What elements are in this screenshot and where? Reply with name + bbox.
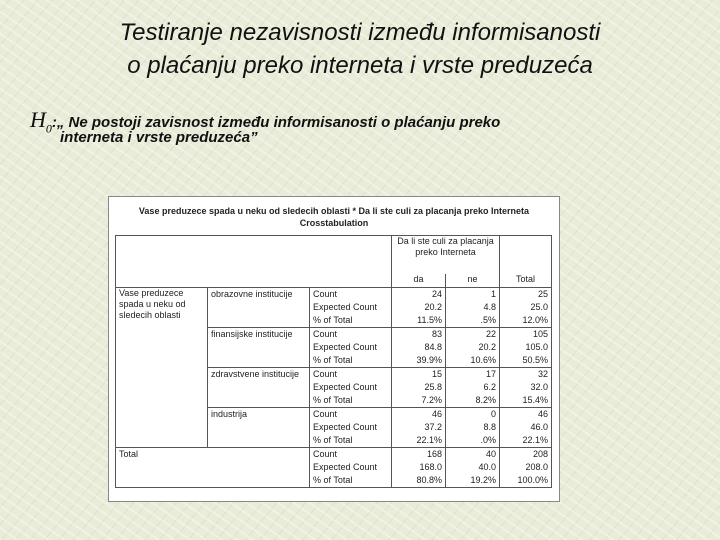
cell-ne: 19.2% [446,474,500,488]
stat-label: Expected Count [310,421,392,434]
total-row-label: Total [116,448,310,488]
stat-label: % of Total [310,314,392,328]
h0-symbol: $H_0$ [30,107,52,136]
col-total-header: Total [500,274,552,288]
stat-label: Count [310,368,392,382]
cell-total: 105.0 [500,341,552,354]
cell-ne: 17 [446,368,500,382]
stat-label: % of Total [310,354,392,368]
slide-title [0,16,720,82]
cell-da: 20.2 [392,301,446,314]
crosstab-title [109,205,559,229]
cell-da: 80.8% [392,474,446,488]
cell-total: 50.5% [500,354,552,368]
crosstab-table [115,235,552,488]
group-label: obrazovne institucije [208,288,310,328]
stat-label: Expected Count [310,381,392,394]
stat-label: Count [310,328,392,342]
cell-total: 46 [500,408,552,422]
stat-label: % of Total [310,394,392,408]
slide-title-line2: o plaćanju preko interneta i vrste preduzeća [127,52,593,79]
col-group-header: Da li ste culi za placanja preko Interneta [392,236,500,275]
stat-label: % of Total [310,434,392,448]
cell-ne: 22 [446,328,500,342]
cell-ne: 0 [446,408,500,422]
stat-label: Expected Count [310,341,392,354]
cell-ne: 8.8 [446,421,500,434]
cell-ne: 20.2 [446,341,500,354]
crosstab-title-line2: Crosstabulation [299,218,369,228]
group-label: finansijske institucije [208,328,310,368]
cell-da: 22.1% [392,434,446,448]
cell-ne: 10.6% [446,354,500,368]
stat-label: Expected Count [310,301,392,314]
group-label: zdravstvene institucije [208,368,310,408]
cell-ne: 40.0 [446,461,500,474]
cell-da: 15 [392,368,446,382]
col-da-header: da [392,274,446,288]
col-ne-header: ne [446,274,500,288]
cell-total: 208 [500,448,552,462]
cell-ne: 1 [446,288,500,302]
group-label: industrija [208,408,310,448]
header-corner [116,236,392,288]
cell-ne: 4.8 [446,301,500,314]
stat-label: Count [310,408,392,422]
cell-da: 46 [392,408,446,422]
stat-label: Expected Count [310,461,392,474]
hypothesis-line2: interneta i vrste preduzeća” [60,129,258,146]
cell-ne: 6.2 [446,381,500,394]
cell-ne: .5% [446,314,500,328]
stat-label: Count [310,288,392,302]
header-spacer [500,236,552,275]
cell-da: 168.0 [392,461,446,474]
cell-total: 12.0% [500,314,552,328]
cell-da: 168 [392,448,446,462]
cell-da: 84.8 [392,341,446,354]
row-variable-label: Vase preduzece spada u neku od sledecih oblasti [116,288,208,448]
cell-ne: .0% [446,434,500,448]
cell-da: 11.5% [392,314,446,328]
hypothesis-text-1: :„ Ne postoji zavisnost između informisanosti o plaćanju preko [51,114,501,131]
cell-total: 25.0 [500,301,552,314]
cell-da: 24 [392,288,446,302]
slide-title-line1: Testiranje nezavisnosti između informisanosti [119,19,601,46]
table-row [116,448,552,462]
stat-label: Count [310,448,392,462]
cell-ne: 8.2% [446,394,500,408]
cell-total: 22.1% [500,434,552,448]
cell-total: 32.0 [500,381,552,394]
cell-da: 25.8 [392,381,446,394]
table-row [116,288,552,302]
crosstab-title-line1: Vase preduzece spada u neku od sledecih oblasti * Da li ste culi za placanja preko Interneta [138,206,530,216]
cell-da: 37.2 [392,421,446,434]
cell-da: 7.2% [392,394,446,408]
cell-total: 25 [500,288,552,302]
stat-label: % of Total [310,474,392,488]
crosstab-output [108,196,560,502]
cell-total: 208.0 [500,461,552,474]
cell-da: 83 [392,328,446,342]
header-row-1 [116,236,552,275]
cell-total: 15.4% [500,394,552,408]
cell-da: 39.9% [392,354,446,368]
cell-total: 105 [500,328,552,342]
cell-ne: 40 [446,448,500,462]
cell-total: 46.0 [500,421,552,434]
cell-total: 32 [500,368,552,382]
cell-total: 100.0% [500,474,552,488]
